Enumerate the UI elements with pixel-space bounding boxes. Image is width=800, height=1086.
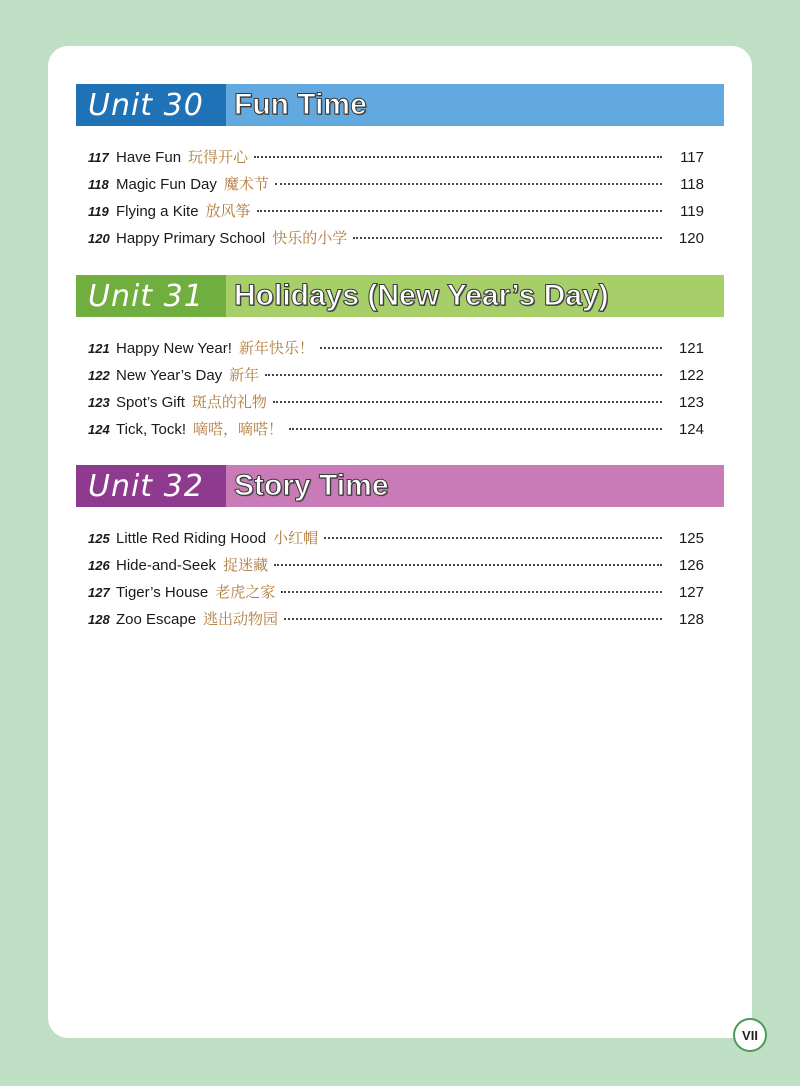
contents-page bbox=[48, 46, 752, 1038]
entry-title-cn: 斑点的礼物 bbox=[191, 393, 267, 411]
entry-title-en: Happy New Year! bbox=[116, 340, 232, 357]
entry-number: 120 bbox=[88, 231, 110, 246]
unit-title: Story Time bbox=[226, 465, 724, 507]
entry-number: 127 bbox=[88, 585, 110, 600]
dot-leader bbox=[284, 618, 662, 620]
unit-title: Holidays (New Year’s Day) bbox=[226, 275, 724, 317]
entry-page: 125 bbox=[678, 530, 704, 547]
toc-entry[interactable] bbox=[76, 527, 724, 554]
toc-entry[interactable] bbox=[76, 227, 724, 254]
entry-number: 124 bbox=[88, 422, 110, 437]
dot-leader bbox=[281, 591, 662, 593]
toc-entry[interactable] bbox=[76, 364, 724, 391]
dot-leader bbox=[324, 537, 662, 539]
entry-page: 118 bbox=[680, 176, 704, 193]
toc-entry[interactable] bbox=[76, 608, 724, 635]
unit-number: Unit 30 bbox=[76, 84, 226, 126]
entry-title-cn: 老虎之家 bbox=[215, 583, 276, 601]
unit-banner bbox=[76, 465, 724, 507]
dot-leader bbox=[257, 210, 662, 212]
toc-entry[interactable] bbox=[76, 418, 724, 445]
entry-number: 119 bbox=[88, 204, 109, 219]
entry-number: 125 bbox=[88, 531, 110, 546]
toc-entry[interactable] bbox=[76, 173, 724, 200]
entry-page: 128 bbox=[678, 611, 704, 628]
unit-31-section bbox=[76, 275, 724, 445]
entry-page: 121 bbox=[678, 340, 704, 357]
toc-entry[interactable] bbox=[76, 391, 724, 418]
entry-number: 126 bbox=[88, 558, 110, 573]
dot-leader bbox=[353, 237, 662, 239]
dot-leader bbox=[254, 156, 662, 158]
entry-page: 123 bbox=[678, 394, 704, 411]
toc-entry[interactable] bbox=[76, 146, 724, 173]
entry-list bbox=[76, 146, 724, 254]
entry-number: 128 bbox=[88, 612, 110, 627]
dot-leader bbox=[289, 428, 662, 430]
entry-title-cn: 嘀嗒，嘀嗒！ bbox=[193, 420, 284, 438]
entry-title-en: New Year’s Day bbox=[116, 367, 223, 384]
unit-30-section bbox=[76, 84, 724, 254]
entry-title-cn: 捉迷藏 bbox=[223, 556, 269, 574]
entry-number: 123 bbox=[88, 395, 110, 410]
entry-title-en: Happy Primary School bbox=[116, 230, 266, 247]
entry-title-en: Zoo Escape bbox=[116, 611, 197, 628]
entry-title-en: Tiger’s House bbox=[116, 584, 209, 601]
entry-page: 117 bbox=[680, 149, 704, 166]
entry-title-cn: 快乐的小学 bbox=[272, 229, 348, 247]
entry-title-cn: 新年 bbox=[229, 366, 260, 384]
toc-entry[interactable] bbox=[76, 200, 724, 227]
toc-entry[interactable] bbox=[76, 581, 724, 608]
page-number-badge: VII bbox=[733, 1018, 767, 1052]
entry-title-en: Little Red Riding Hood bbox=[116, 530, 267, 547]
entry-page: 122 bbox=[678, 367, 704, 384]
entry-title-en: Magic Fun Day bbox=[116, 176, 217, 193]
dot-leader bbox=[320, 347, 662, 349]
entry-page: 124 bbox=[678, 421, 704, 438]
entry-page: 120 bbox=[678, 230, 704, 247]
entry-page: 127 bbox=[678, 584, 704, 601]
entry-title-cn: 小红帽 bbox=[273, 529, 319, 547]
entry-title-en: Flying a Kite bbox=[116, 203, 199, 220]
entry-title-cn: 魔术节 bbox=[223, 175, 269, 193]
unit-number: Unit 31 bbox=[76, 275, 226, 317]
unit-number: Unit 32 bbox=[76, 465, 226, 507]
unit-title: Fun Time bbox=[226, 84, 724, 126]
entry-title-cn: 玩得开心 bbox=[188, 148, 249, 166]
entry-list bbox=[76, 527, 724, 635]
toc-entry[interactable] bbox=[76, 337, 724, 364]
entry-page: 119 bbox=[680, 203, 704, 220]
entry-list bbox=[76, 337, 724, 445]
entry-title-cn: 放风筝 bbox=[205, 202, 251, 220]
entry-title-en: Tick, Tock! bbox=[116, 421, 187, 438]
entry-title-en: Spot’s Gift bbox=[116, 394, 185, 411]
unit-banner bbox=[76, 275, 724, 317]
entry-number: 117 bbox=[88, 150, 109, 165]
entry-title-en: Hide-and-Seek bbox=[116, 557, 217, 574]
entry-number: 121 bbox=[88, 341, 110, 356]
dot-leader bbox=[273, 401, 662, 403]
unit-32-section bbox=[76, 465, 724, 635]
entry-title-en: Have Fun bbox=[116, 149, 182, 166]
toc-entry[interactable] bbox=[76, 554, 724, 581]
entry-page: 126 bbox=[678, 557, 704, 574]
dot-leader bbox=[265, 374, 662, 376]
dot-leader bbox=[275, 183, 662, 185]
entry-number: 122 bbox=[88, 368, 110, 383]
entry-title-cn: 逃出动物园 bbox=[203, 610, 279, 628]
dot-leader bbox=[274, 564, 662, 566]
entry-title-cn: 新年快乐！ bbox=[238, 339, 314, 357]
entry-number: 118 bbox=[88, 177, 109, 192]
unit-banner bbox=[76, 84, 724, 126]
